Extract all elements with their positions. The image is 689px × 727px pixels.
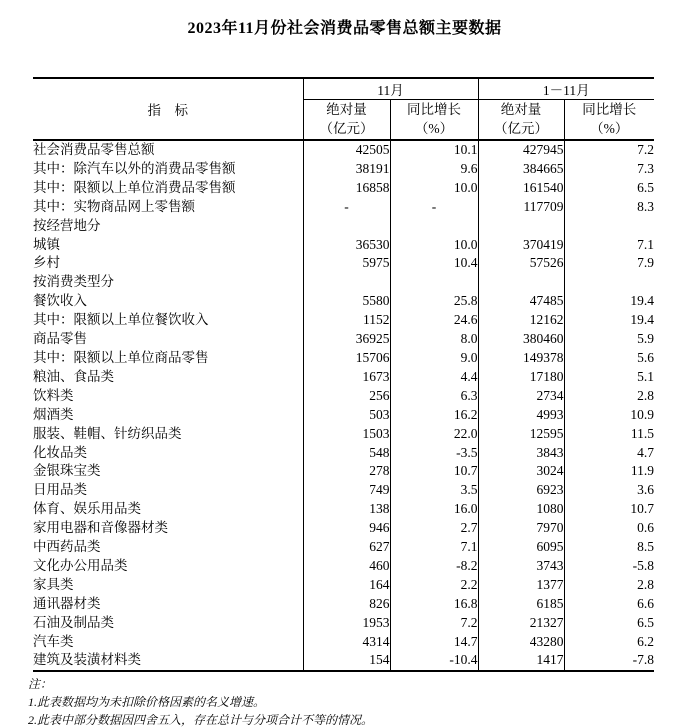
- value-cell: 149378: [478, 349, 564, 368]
- value-cell: 8.5: [564, 538, 654, 557]
- value-cell: [303, 217, 390, 236]
- absolute-label: 绝对量: [326, 101, 367, 117]
- table-row: [33, 254, 654, 273]
- value-cell: 548: [303, 444, 390, 463]
- growth-label: 同比增长: [582, 101, 637, 117]
- value-cell: [303, 273, 390, 292]
- growth-unit: （%）: [414, 120, 454, 136]
- value-cell: -3.5: [390, 444, 478, 463]
- value-cell: 5.9: [564, 330, 654, 349]
- table-row: [33, 614, 654, 633]
- col-header-growth-cumulative: [564, 100, 654, 141]
- value-cell: [390, 273, 478, 292]
- value-cell: -8.2: [390, 557, 478, 576]
- value-cell: 5.6: [564, 349, 654, 368]
- value-cell: 6095: [478, 538, 564, 557]
- table-row: [33, 387, 654, 406]
- indicator-cell: 社会消费品零售总额: [33, 142, 155, 157]
- value-cell: 12595: [478, 425, 564, 444]
- table-row: [33, 576, 654, 595]
- value-cell: 21327: [478, 614, 564, 633]
- value-cell: [478, 217, 564, 236]
- value-cell: 9.0: [390, 349, 478, 368]
- value-cell: 427945: [478, 140, 564, 160]
- indicator-cell: 家具类: [33, 576, 74, 592]
- retail-sales-table: [33, 77, 654, 672]
- value-cell: 8.0: [390, 330, 478, 349]
- value-cell: 10.4: [390, 254, 478, 273]
- value-cell: 8.3: [564, 198, 654, 217]
- table-row: [33, 519, 654, 538]
- value-cell: 2.2: [390, 576, 478, 595]
- table-row: [33, 140, 654, 160]
- value-cell: 1673: [303, 368, 390, 387]
- indicator-cell: 其中：实物商品网上零售额: [33, 198, 195, 214]
- value-cell: 16.2: [390, 406, 478, 425]
- value-cell: 7.1: [390, 538, 478, 557]
- value-cell: 17180: [478, 368, 564, 387]
- value-cell: 2734: [478, 387, 564, 406]
- value-cell: 6.3: [390, 387, 478, 406]
- value-cell: -: [390, 198, 478, 217]
- value-cell: 1152: [303, 311, 390, 330]
- table-row: [33, 349, 654, 368]
- indicator-cell: 粮油、食品类: [33, 368, 114, 384]
- table-row: [33, 633, 654, 652]
- value-cell: 7.3: [564, 160, 654, 179]
- indicator-cell: 餐饮收入: [33, 293, 87, 309]
- notes-section: [28, 675, 689, 727]
- value-cell: 19.4: [564, 292, 654, 311]
- value-cell: 5975: [303, 254, 390, 273]
- value-cell: -5.8: [564, 557, 654, 576]
- value-cell: 5580: [303, 292, 390, 311]
- col-header-absolute-cumulative: [478, 100, 564, 141]
- value-cell: 749: [303, 481, 390, 500]
- value-cell: 16.8: [390, 595, 478, 614]
- value-cell: 47485: [478, 292, 564, 311]
- notes-heading: 注：: [28, 677, 53, 692]
- value-cell: 256: [303, 387, 390, 406]
- indicator-cell: 其中：限额以上单位消费品零售额: [33, 179, 236, 195]
- value-cell: 4.4: [390, 368, 478, 387]
- value-cell: 7.2: [390, 614, 478, 633]
- value-cell: 6923: [478, 481, 564, 500]
- table-row: [33, 444, 654, 463]
- value-cell: 6.5: [564, 614, 654, 633]
- value-cell: 10.7: [564, 500, 654, 519]
- growth-unit: （%）: [590, 120, 629, 136]
- value-cell: 22.0: [390, 425, 478, 444]
- absolute-label: 绝对量: [500, 101, 542, 117]
- value-cell: 38191: [303, 160, 390, 179]
- absolute-unit: （亿元）: [494, 120, 548, 136]
- value-cell: 10.9: [564, 406, 654, 425]
- value-cell: 6.5: [564, 179, 654, 198]
- indicator-cell: 日用品类: [33, 482, 87, 498]
- value-cell: 384665: [478, 160, 564, 179]
- value-cell: 43280: [478, 633, 564, 652]
- col-header-absolute-nov: [303, 100, 390, 141]
- value-cell: 164: [303, 576, 390, 595]
- value-cell: 7970: [478, 519, 564, 538]
- value-cell: 5.1: [564, 368, 654, 387]
- table-row: [33, 368, 654, 387]
- table-body: [33, 140, 654, 671]
- value-cell: 4993: [478, 406, 564, 425]
- indicator-cell: 石油及制品类: [33, 614, 114, 630]
- table-row: [33, 292, 654, 311]
- table-row: [33, 179, 654, 198]
- value-cell: 19.4: [564, 311, 654, 330]
- value-cell: 11.5: [564, 425, 654, 444]
- value-cell: [390, 217, 478, 236]
- note-item-1: 1.此表数据均为未扣除价格因素的名义增速。: [28, 695, 266, 710]
- value-cell: 0.6: [564, 519, 654, 538]
- col-header-jan-to-nov: 1－11月: [478, 78, 654, 100]
- table-row: [33, 462, 654, 481]
- value-cell: 3.6: [564, 481, 654, 500]
- value-cell: -7.8: [564, 651, 654, 671]
- indicator-cell: 化妆品类: [33, 444, 87, 460]
- value-cell: 10.0: [390, 179, 478, 198]
- table-row: [33, 311, 654, 330]
- value-cell: 370419: [478, 236, 564, 255]
- indicator-cell: 中西药品类: [33, 539, 101, 555]
- table-row: [33, 538, 654, 557]
- value-cell: 1377: [478, 576, 564, 595]
- indicator-cell: 家用电器和音像器材类: [33, 520, 168, 536]
- value-cell: 826: [303, 595, 390, 614]
- table-row: [33, 651, 654, 671]
- value-cell: 138: [303, 500, 390, 519]
- indicator-cell: 金银珠宝类: [33, 463, 101, 479]
- indicator-cell: 文化办公用品类: [33, 557, 128, 573]
- table-row: [33, 500, 654, 519]
- indicator-cell: 其中：除汽车以外的消费品零售额: [33, 160, 236, 176]
- header-row-periods: [33, 78, 654, 100]
- value-cell: 154: [303, 651, 390, 671]
- table-header: [33, 78, 654, 140]
- value-cell: 16858: [303, 179, 390, 198]
- table-row: [33, 330, 654, 349]
- col-header-growth-nov: [390, 100, 478, 141]
- value-cell: 2.7: [390, 519, 478, 538]
- value-cell: 15706: [303, 349, 390, 368]
- value-cell: 3843: [478, 444, 564, 463]
- value-cell: 460: [303, 557, 390, 576]
- indicator-cell: 汽车类: [33, 633, 74, 649]
- indicator-cell: 饮料类: [33, 387, 74, 403]
- indicator-cell: 服装、鞋帽、针纺织品类: [33, 425, 182, 441]
- value-cell: 12162: [478, 311, 564, 330]
- value-cell: 36530: [303, 236, 390, 255]
- indicator-cell: 建筑及装潢材料类: [33, 652, 141, 668]
- value-cell: 627: [303, 538, 390, 557]
- indicator-cell: 体育、娱乐用品类: [33, 501, 141, 517]
- indicator-cell: 按经营地分: [33, 217, 101, 233]
- value-cell: 1953: [303, 614, 390, 633]
- value-cell: 117709: [478, 198, 564, 217]
- value-cell: 9.6: [390, 160, 478, 179]
- value-cell: 57526: [478, 254, 564, 273]
- indicator-cell: 城镇: [33, 236, 60, 252]
- growth-label: 同比增长: [407, 101, 461, 117]
- table-row: [33, 481, 654, 500]
- col-header-november: 11月: [303, 78, 478, 100]
- value-cell: 36925: [303, 330, 390, 349]
- table-row: [33, 198, 654, 217]
- value-cell: 1080: [478, 500, 564, 519]
- value-cell: 10.7: [390, 462, 478, 481]
- value-cell: -: [303, 198, 390, 217]
- table-row: [33, 236, 654, 255]
- table-row: [33, 406, 654, 425]
- value-cell: 6.2: [564, 633, 654, 652]
- indicator-cell: 其中：限额以上单位商品零售: [33, 349, 209, 365]
- value-cell: 7.2: [564, 140, 654, 160]
- indicator-cell: 其中：限额以上单位餐饮收入: [33, 312, 209, 328]
- table-row: [33, 217, 654, 236]
- value-cell: -10.4: [390, 651, 478, 671]
- value-cell: 25.8: [390, 292, 478, 311]
- value-cell: 503: [303, 406, 390, 425]
- value-cell: 4.7: [564, 444, 654, 463]
- value-cell: 3024: [478, 462, 564, 481]
- value-cell: 16.0: [390, 500, 478, 519]
- value-cell: 3.5: [390, 481, 478, 500]
- value-cell: 1503: [303, 425, 390, 444]
- value-cell: [564, 217, 654, 236]
- indicator-cell: 烟酒类: [33, 406, 74, 422]
- value-cell: 6185: [478, 595, 564, 614]
- value-cell: 2.8: [564, 576, 654, 595]
- value-cell: 946: [303, 519, 390, 538]
- value-cell: 10.1: [390, 140, 478, 160]
- table-row: [33, 557, 654, 576]
- page-title: 2023年11月份社会消费品零售总额主要数据: [187, 20, 502, 37]
- table-row: [33, 273, 654, 292]
- indicator-cell: 按消费类型分: [33, 274, 114, 290]
- absolute-unit: （亿元）: [319, 120, 374, 136]
- value-cell: 278: [303, 462, 390, 481]
- table-row: [33, 425, 654, 444]
- value-cell: 1417: [478, 651, 564, 671]
- value-cell: 7.9: [564, 254, 654, 273]
- table-row: [33, 160, 654, 179]
- value-cell: 3743: [478, 557, 564, 576]
- value-cell: 6.6: [564, 595, 654, 614]
- value-cell: 24.6: [390, 311, 478, 330]
- value-cell: [478, 273, 564, 292]
- value-cell: 10.0: [390, 236, 478, 255]
- value-cell: 2.8: [564, 387, 654, 406]
- indicator-cell: 乡村: [33, 255, 60, 271]
- value-cell: 11.9: [564, 462, 654, 481]
- value-cell: 4314: [303, 633, 390, 652]
- indicator-cell: 通讯器材类: [33, 595, 101, 611]
- table-row: [33, 595, 654, 614]
- col-header-indicator: 指 标: [33, 78, 303, 140]
- value-cell: 161540: [478, 179, 564, 198]
- value-cell: 14.7: [390, 633, 478, 652]
- indicator-cell: 商品零售: [33, 331, 87, 347]
- value-cell: [564, 273, 654, 292]
- value-cell: 7.1: [564, 236, 654, 255]
- note-item-2: 2.此表中部分数据因四舍五入，存在总计与分项合计不等的情况。: [28, 713, 374, 727]
- value-cell: 380460: [478, 330, 564, 349]
- value-cell: 42505: [303, 140, 390, 160]
